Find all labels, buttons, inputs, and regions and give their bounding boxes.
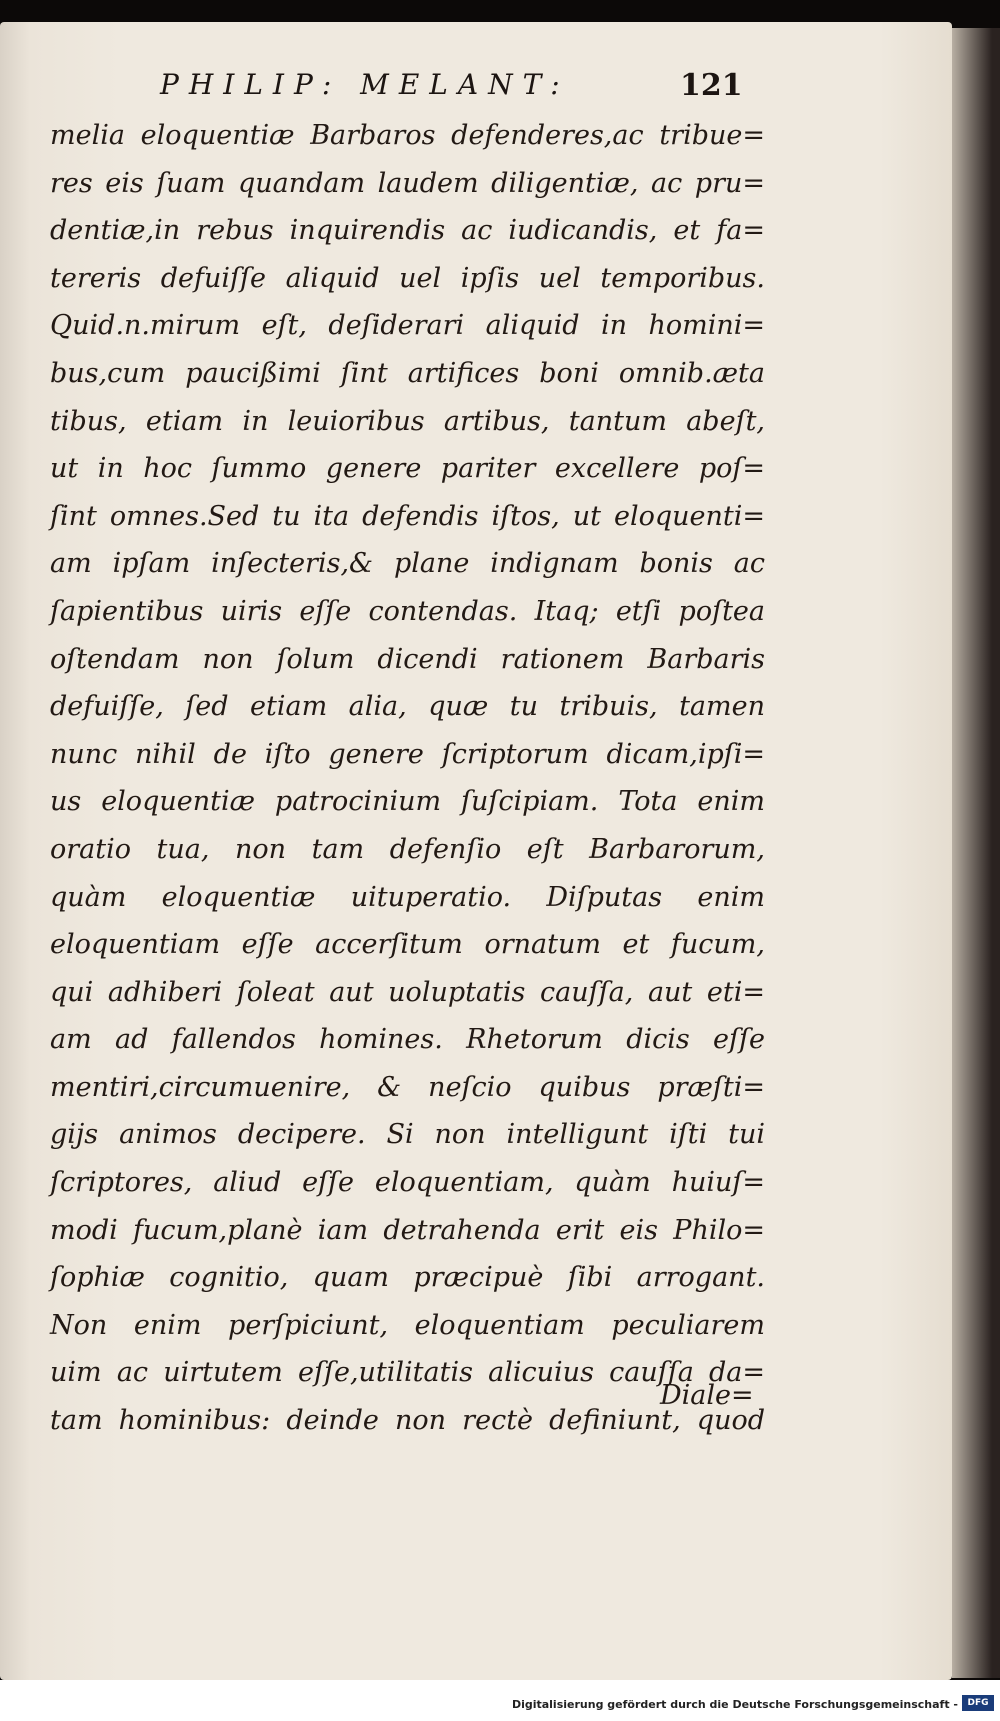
text-line: tam hominibus: deinde non rectè definiunt, quod: [50, 1405, 765, 1437]
text-line: ſcriptores, aliud eſſe eloquentiam, quàm huiuſ=: [50, 1167, 765, 1199]
text-line: oſtendam non ſolum dicendi rationem Barbaris: [50, 643, 765, 675]
running-head: PHILIP: MELANT:: [160, 68, 570, 101]
text-line: dentiæ,in rebus inquirendis ac iudicandis, et fa=: [50, 215, 765, 247]
text-line: Non enim perſpiciunt, eloquentiam peculiarem: [50, 1309, 765, 1341]
text-line: defuiſſe, ſed etiam alia, quæ tu tribuis, tamen: [50, 691, 765, 723]
text-line: am ad fallendos homines. Rhetorum dicis eſſe: [50, 1024, 765, 1056]
body-text: [50, 112, 765, 1445]
text-line: mentiri,circumuenire, & neſcio quibus præſti=: [50, 1071, 765, 1103]
footer-bar: [0, 1680, 1000, 1721]
text-line: ut in hoc ſummo genere pariter excellere poſ=: [50, 453, 765, 485]
text-line: bus,cum paucißimi ſint artifices boni omnib.æta: [50, 357, 765, 389]
dfg-logo-icon: DFG: [962, 1695, 994, 1711]
text-line: gijs animos decipere. Si non intelligunt iſti tui: [50, 1119, 765, 1151]
text-line: quàm eloquentiæ uituperatio. Diſputas enim: [50, 881, 765, 913]
text-line: nunc nihil de iſto genere ſcriptorum dicam,ipſi=: [50, 738, 765, 770]
text-line: melia eloquentiæ Barbaros defenderes,ac tribue=: [50, 120, 765, 151]
text-line: tereris defuiſſe aliquid uel ipſis uel temporibus.: [50, 262, 765, 294]
text-line: tibus, etiam in leuioribus artibus, tantum abeſt,: [50, 405, 765, 437]
text-line: qui adhiberi ſoleat aut uoluptatis cauſſa, aut eti=: [50, 976, 765, 1008]
catchword: Diale=: [660, 1380, 754, 1411]
text-line: uim ac uirtutem eſſe,utilitatis alicuius cauſſa da=: [50, 1357, 765, 1389]
text-line: modi fucum,planè iam detrahenda erit eis Philo=: [50, 1214, 765, 1246]
funding-credit: Digitalisierung gefördert durch die Deutsche Forschungsgemeinschaft -: [511, 1698, 958, 1711]
text-line: us eloquentiæ patrocinium ſuſcipiam. Tota enim: [50, 786, 765, 818]
page-number: 121: [680, 68, 743, 103]
text-line: res eis ſuam quandam laudem diligentiæ, ac pru=: [50, 167, 765, 199]
text-line: Quid.n.mirum eſt, deſiderari aliquid in homini=: [50, 310, 765, 342]
text-line: oratio tua, non tam defenſio eſt Barbarorum,: [50, 833, 765, 865]
text-line: am ipſam inſecteris,& plane indignam bonis ac: [50, 548, 765, 580]
page-edge-shadow: [952, 28, 1000, 1678]
page-header: [150, 58, 750, 108]
text-line: ſint omnes.Sed tu ita defendis iſtos, ut eloquenti=: [50, 500, 765, 532]
text-line: eloquentiam eſſe accerſitum ornatum et fucum,: [50, 929, 765, 961]
text-line: ſophiæ cognitio, quam præcipuè ſibi arrogant.: [50, 1262, 765, 1294]
text-line: ſapientibus uiris eſſe contendas. Itaq; etſi poſtea: [50, 595, 765, 627]
